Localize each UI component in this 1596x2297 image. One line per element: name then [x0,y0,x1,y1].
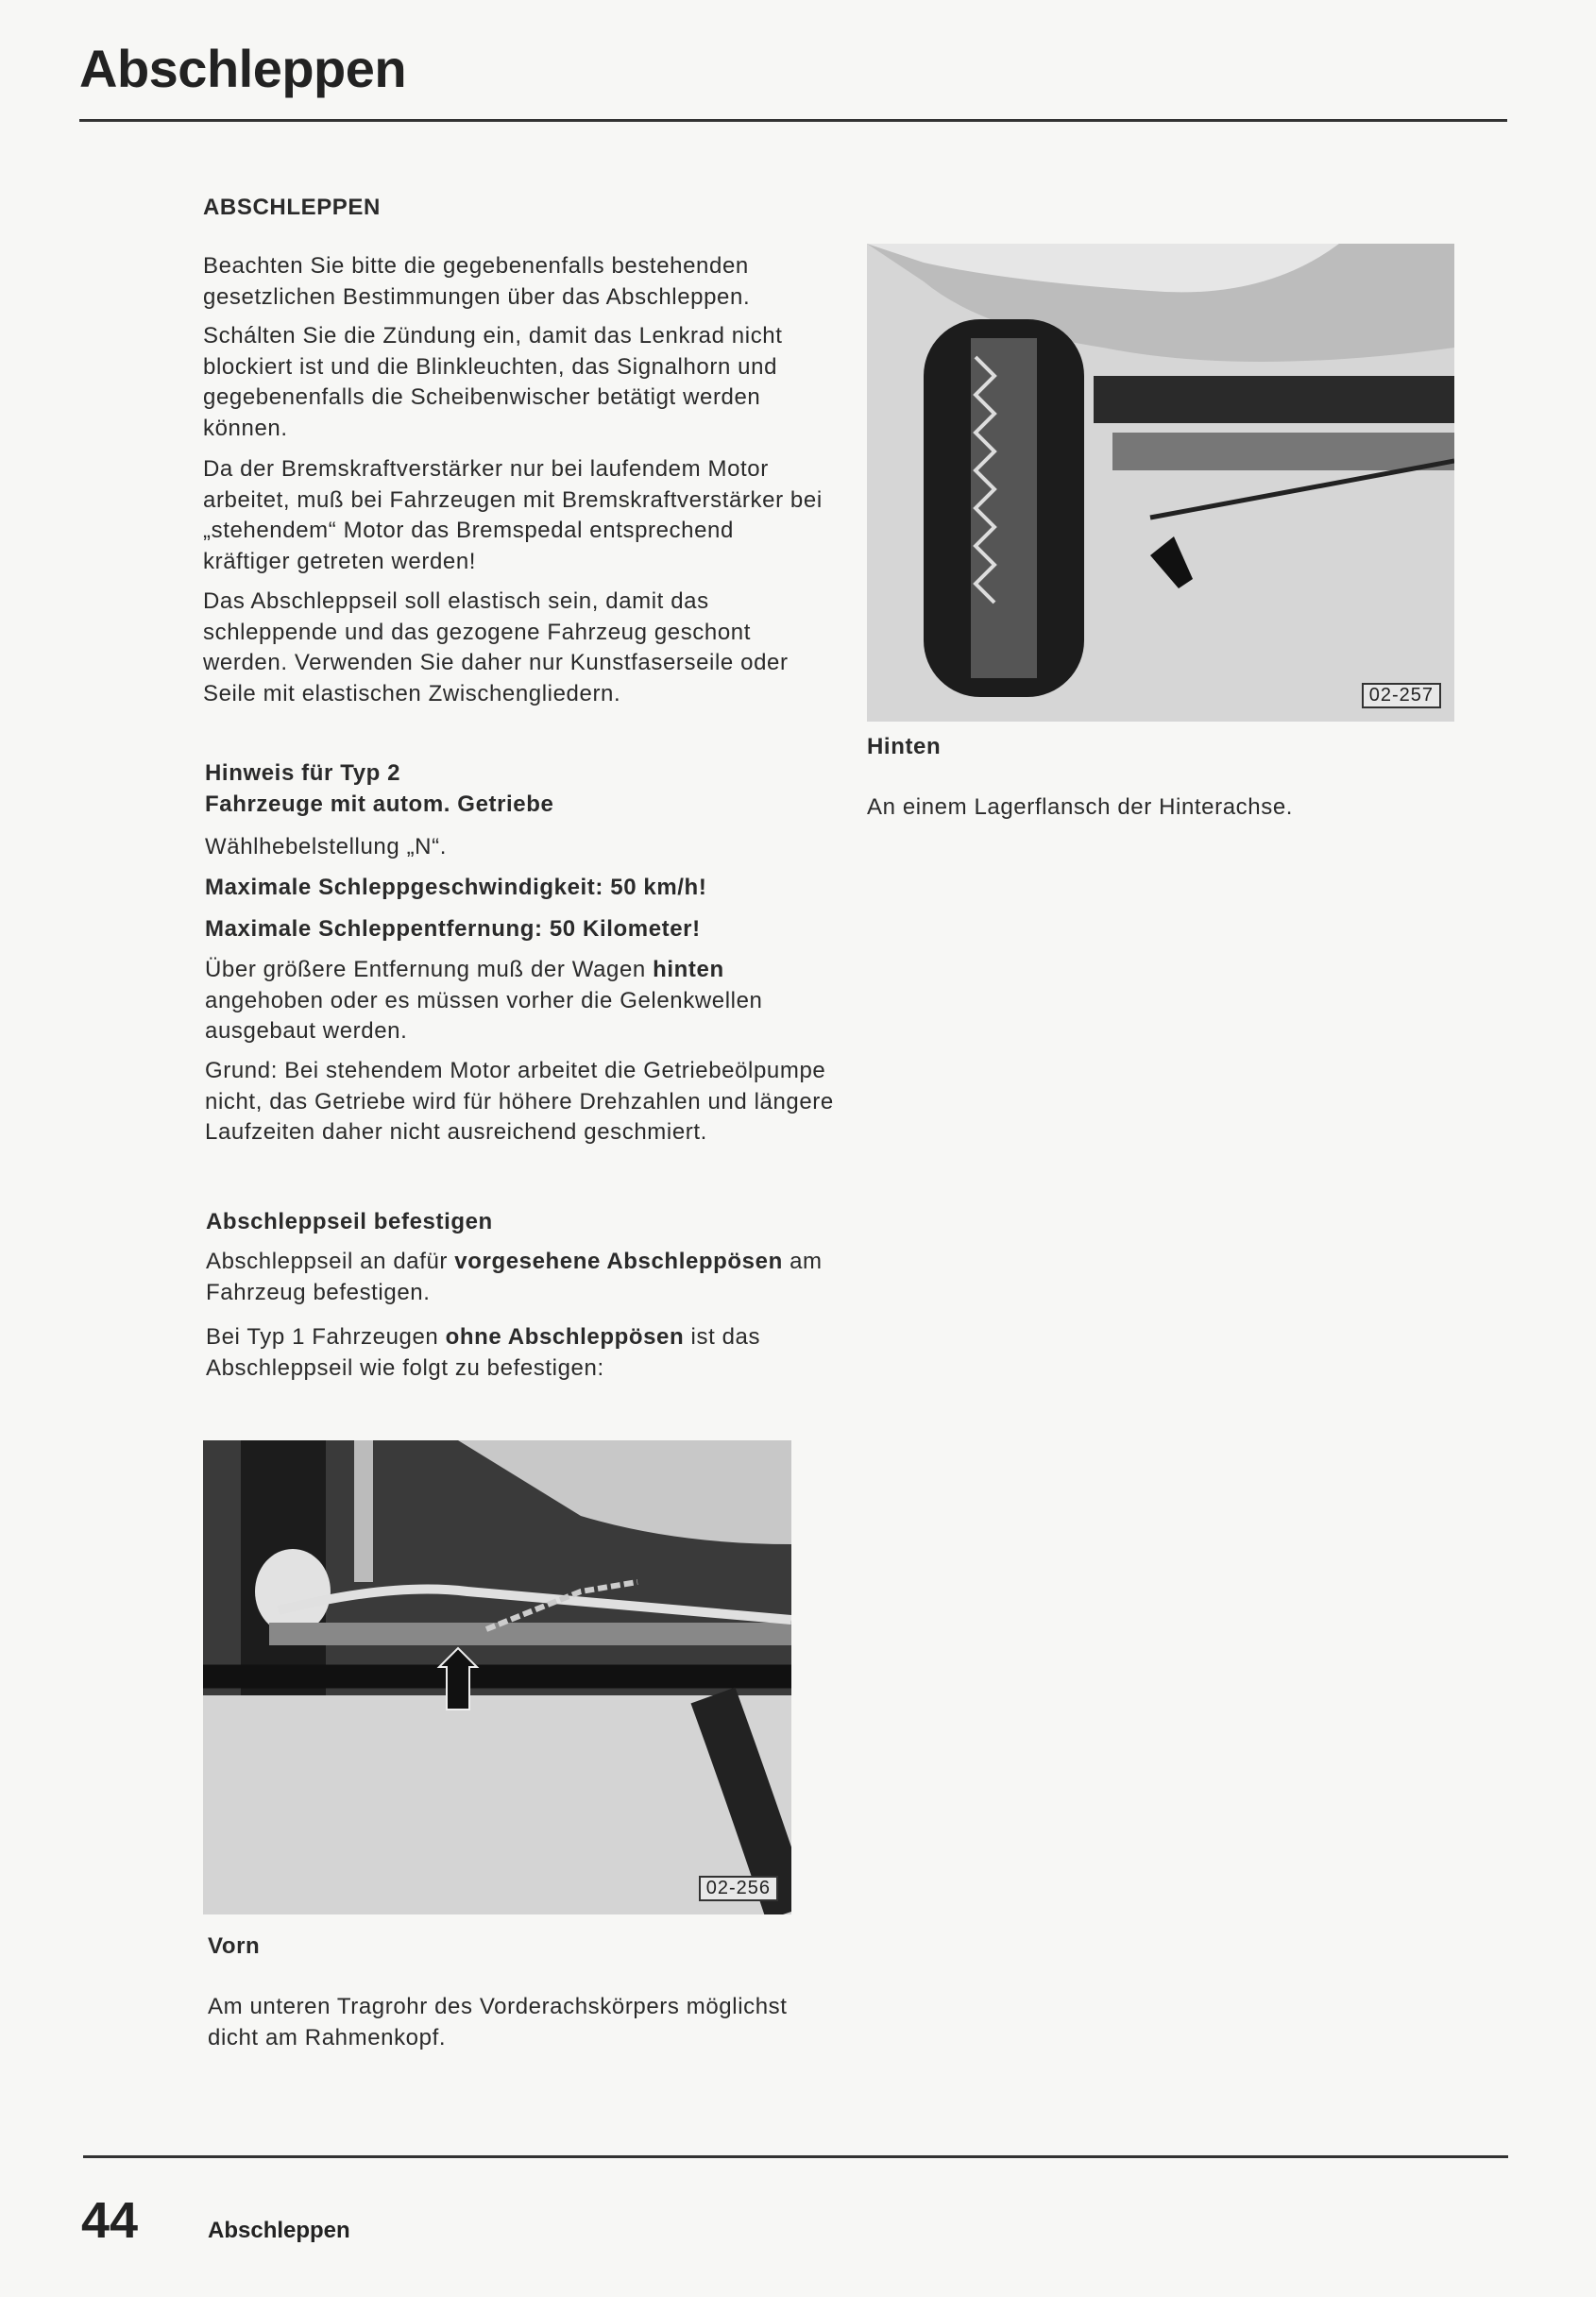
text: ist das Abschleppseil wie folgt zu befestigen: [206,1324,761,1381]
paragraph: Da der Bremskraftverstärker nur bei laufendem Motor arbeitet, muß bei Fahrzeugen mit Bremskraftverstärker bei „stehendem“ Motor das Bremspedal entsprechend kräftiger getreten werden! [203,456,823,574]
section-heading: ABSCHLEPPEN [203,195,381,220]
paragraph: Das Abschleppseil soll elastisch sein, damit das schleppende und das gezogene Fahrzeug geschont werden. Verwenden Sie daher nur Kunstfaserseile oder Seile mit elastischen Zwischengliedern. [203,588,789,706]
text: Bei Typ 1 Fahrzeugen [206,1324,446,1350]
text-bold: vorgesehene Abschleppösen [454,1249,783,1274]
figure-number: 02-256 [699,1876,778,1901]
paragraph [205,955,828,1047]
paragraph: Grund: Bei stehendem Motor arbeitet die Getriebeölpumpe nicht, das Getriebe wird für höhere Drehzahlen und längere Laufzeiten daher nicht ausreichend geschmiert. [205,1058,834,1145]
paragraph: Wählhebelstellung „N“. [205,834,447,859]
footer-rule [83,2155,1508,2158]
text: Abschleppseil an dafür [206,1249,455,1274]
paragraph: Schálten Sie die Zündung ein, damit das Lenkrad nicht blockiert ist und die Blinkleuchten, das Signalhorn und gegebenenfalls die Scheibenwischer betätigt werden können. [203,323,783,441]
figure-number: 02-257 [1362,683,1441,708]
max-distance: Maximale Schleppentfernung: 50 Kilometer! [205,916,701,942]
paragraph [206,1322,829,1384]
attach-heading: Abschleppseil befestigen [206,1209,493,1234]
note-heading: Hinweis für Typ 2 [205,760,401,786]
text: am Fahrzeug befestigen. [206,1249,823,1305]
figure-caption: Vorn [208,1933,261,1959]
page-number: 44 [81,2192,139,2249]
header-rule [79,119,1507,122]
front-axle-photo [203,1440,791,1914]
front-axle-illustration [203,1440,791,1914]
text: angehoben oder es müssen vorher die Gelenkwellen ausgebaut werden. [205,987,763,1044]
max-speed: Maximale Schleppgeschwindigkeit: 50 km/h! [205,875,707,900]
text: Über größere Entfernung muß der Wagen [205,957,654,982]
figure-text: An einem Lagerflansch der Hinterachse. [867,794,1294,820]
paragraph: Beachten Sie bitte die gegebenenfalls bestehenden gesetzlichen Bestimmungen über das Abschleppen. [203,253,751,310]
figure-caption: Hinten [867,734,942,759]
rear-axle-illustration [867,244,1454,722]
page-title: Abschleppen [79,39,407,98]
footer-section: Abschleppen [208,2218,350,2243]
figure-text: Am unteren Tragrohr des Vorderachskörpers möglichst dicht am Rahmenkopf. [208,1994,788,2050]
note-subheading: Fahrzeuge mit autom. Getriebe [205,791,554,817]
rear-axle-photo [867,244,1454,722]
text-bold: hinten [653,957,724,982]
paragraph [206,1247,829,1308]
text-bold: ohne Abschleppösen [445,1324,685,1350]
